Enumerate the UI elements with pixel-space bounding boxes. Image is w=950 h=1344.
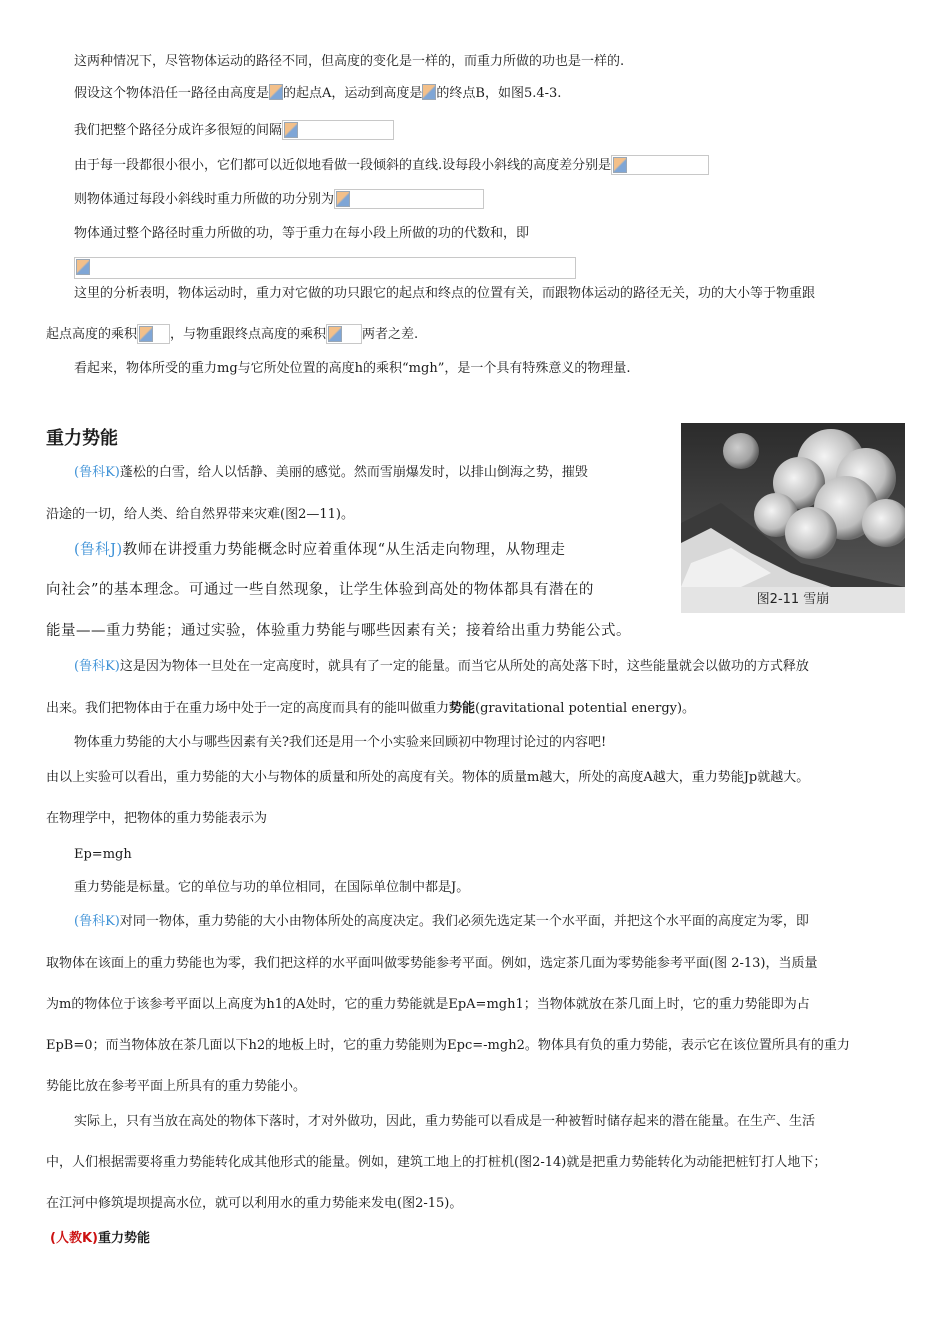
formula-image-box: [326, 324, 362, 344]
text-line: (鲁科K)蓬松的白雪，给人以恬静、美丽的感觉。然而雪崩爆发时，以排山倒海之势，摧毁: [74, 465, 588, 480]
source-tag: (鲁科J): [74, 542, 123, 558]
text-line: 中，人们根据需要将重力势能转化成其他形式的能量。例如，建筑工地上的打桩机(图2-14)就是把重力势能转化为动能把桩钉打人地下；: [46, 1155, 827, 1170]
broken-image-icon: [76, 259, 90, 275]
text-line: 在江河中修筑堤坝提高水位，就可以利用水的重力势能来发电(图2-15)。: [46, 1196, 463, 1211]
broken-image-icon: [422, 84, 436, 100]
broken-image-icon: [139, 326, 153, 342]
figure-caption: 图2-11 雪崩: [681, 587, 905, 613]
text-line: 能量——重力势能；通过实验，体验重力势能与哪些因素有关；接着给出重力势能公式。: [46, 623, 631, 639]
avalanche-photo: [681, 423, 905, 613]
text-line: 为m的物体位于该参考平面以上高度为h1的A处时，它的重力势能就是EpA=mgh1；当物体就放在茶几面上时，它的重力势能即为占: [46, 997, 810, 1012]
text-line: (鲁科J)教师在讲授重力势能概念时应着重体现“从生活走向物理，从物理走: [74, 542, 566, 558]
text-line: 势能比放在参考平面上所具有的重力势能小。: [46, 1079, 307, 1094]
text-line: 由以上实验可以看出，重力势能的大小与物体的质量和所处的高度有关。物体的质量m越大，所处的高度A越大，重力势能Jp就越大。: [46, 770, 810, 785]
subheading: (人教K)重力势能: [50, 1231, 150, 1246]
broken-image-icon: [284, 122, 298, 138]
formula-image-box: [137, 324, 170, 344]
text-line: (鲁科K)这是因为物体一旦处在一定高度时，就具有了一定的能量。而当它从所处的高处落下时，这些能量就会以做功的方式释放: [74, 659, 809, 674]
text-line: 实际上，只有当放在高处的物体下落时，才对外做功，因此，重力势能可以看成是一种被暂时储存起来的潜在能量。在生产、生活: [74, 1114, 816, 1129]
source-tag: (鲁科K): [74, 659, 120, 674]
formula-line: [74, 257, 576, 280]
section-heading: 重力势能: [46, 428, 118, 449]
text-line: 我们把整个路径分成许多很短的间隔: [74, 120, 394, 141]
text-line: 由于每一段都很小很小，它们都可以近似地看做一段倾斜的直线.设每段小斜线的高度差分别是: [74, 155, 709, 176]
source-tag: (鲁科K): [74, 914, 120, 929]
text-line: 沿途的一切，给人类、给自然界带来灾难(图2—11)。: [46, 507, 354, 522]
broken-image-icon: [613, 157, 627, 173]
text-line: (鲁科K)对同一物体，重力势能的大小由物体所处的高度决定。我们必须先选定某一个水平面，并把这个水平面的高度定为零，即: [74, 914, 809, 929]
formula-text: Ep=mgh: [74, 847, 132, 862]
text-line: 则物体通过每段小斜线时重力所做的功分别为: [74, 189, 484, 210]
text-line: EpB=0；而当物体放在茶几面以下h2的地板上时，它的重力势能则为Epc=-mgh2。物体具有负的重力势能，表示它在该位置所具有的重力: [46, 1038, 850, 1053]
formula-image-box: [334, 189, 484, 209]
formula-image-box: [611, 155, 709, 175]
text-line: 出来。我们把物体由于在重力场中处于一定的高度而具有的能叫做重力势能(gravitational potential energy)。: [46, 701, 696, 716]
text-line: 假设这个物体沿任一路径由高度是 的起点A，运动到高度是 的终点B，如图5.4-3.: [74, 86, 562, 101]
broken-image-icon: [328, 326, 342, 342]
text-line: 物体重力势能的大小与哪些因素有关?我们还是用一个小实验来回顾初中物理讨论过的内容吧!: [74, 735, 607, 750]
text-line: 重力势能是标量。它的单位与功的单位相同，在国际单位制中都是J。: [74, 880, 470, 895]
text-line: 向社会”的基本理念。可通过一些自然现象，让学生体验到高处的物体都具有潜在的: [46, 582, 594, 598]
avalanche-photo-art: [681, 423, 905, 587]
text-line: 物体通过整个路径时重力所做的功，等于重力在每小段上所做的功的代数和，即: [74, 226, 530, 241]
text-line: 取物体在该面上的重力势能也为零，我们把这样的水平面叫做零势能参考平面。例如，选定茶几面为零势能参考平面(图 2-13)，当质量: [46, 956, 818, 971]
text-line: 这里的分析表明，物体运动时，重力对它做的功只跟它的起点和终点的位置有关，而跟物体运动的路径无关，功的大小等于物重跟: [74, 286, 816, 301]
broken-image-icon: [269, 84, 283, 100]
broken-image-icon: [336, 191, 350, 207]
text-line: 看起来，物体所受的重力mg与它所处位置的高度h的乘积“mgh”，是一个具有特殊意义的物理量.: [74, 361, 631, 376]
text-line: 这两种情况下，尽管物体运动的路径不同，但高度的变化是一样的，而重力所做的功也是一样的.: [74, 54, 625, 69]
source-tag: (人教K): [50, 1231, 98, 1246]
formula-image-box: [282, 120, 394, 140]
source-tag: (鲁科K): [74, 465, 120, 480]
formula-image-box: [74, 257, 576, 279]
text-line: 在物理学中，把物体的重力势能表示为: [46, 811, 268, 826]
text-line: 起点高度的乘积 ，与物重跟终点高度的乘积 两者之差.: [46, 324, 418, 345]
